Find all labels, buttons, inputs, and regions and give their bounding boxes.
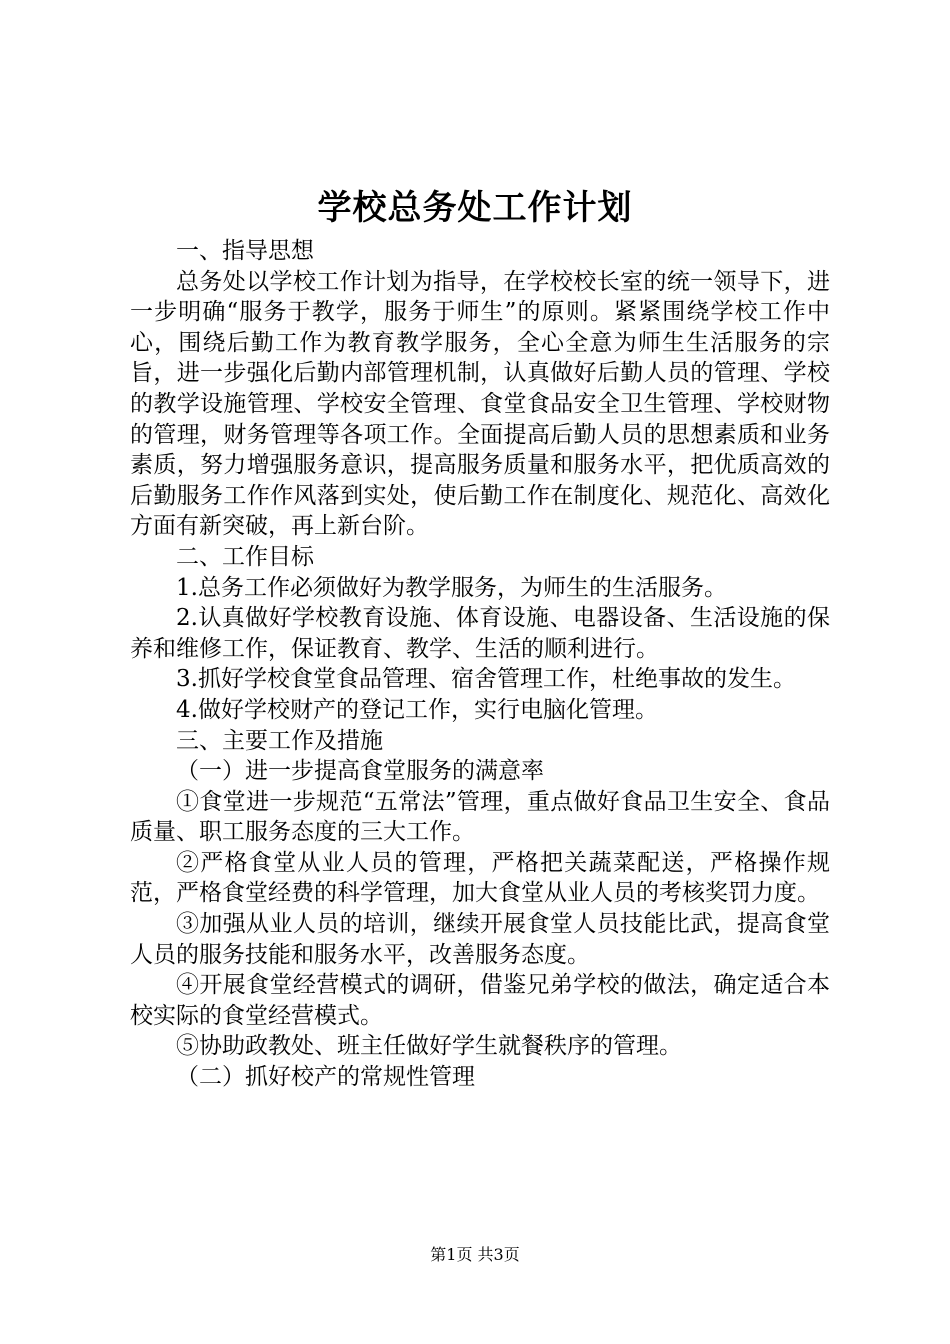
document-body [130, 236, 830, 1093]
section-heading-work-goals: 二、工作目标 [176, 543, 314, 570]
section-heading-guiding-thought: 一、指导思想 [176, 238, 314, 264]
section-heading-main-work: 三、主要工作及措施 [176, 727, 383, 754]
goal-item-1: 1.总务工作必须做好为教学服务，为师生的生活服务。 [176, 574, 727, 601]
subsection-heading-school-property: （二）抓好校产的常规性管理 [176, 1064, 475, 1091]
page-number-footer: 第1页 共3页 [430, 1245, 520, 1264]
subsection-heading-canteen: （一）进一步提高食堂服务的满意率 [176, 758, 544, 785]
canteen-item-2: ②严格食堂从业人员的管理，严格把关蔬菜配送，严格操作规范，严格食堂经费的科学管理，加大食堂从业人员的考核奖罚力度。 [130, 849, 830, 907]
canteen-item-5: ⑤协助政教处、班主任做好学生就餐秩序的管理。 [176, 1033, 682, 1060]
canteen-item-1: ①食堂进一步规范“五常法”管理，重点做好食品卫生安全、食品质量、职工服务态度的三大工作。 [130, 788, 830, 846]
goal-item-3: 3.抓好学校食堂食品管理、宿舍管理工作，杜绝事故的发生。 [176, 666, 796, 693]
goal-item-2: 2.认真做好学校教育设施、体育设施、电器设备、生活设施的保养和维修工作，保证教育、教学、生活的顺利进行。 [130, 605, 830, 662]
canteen-item-3: ③加强从业人员的培训，继续开展食堂人员技能比武，提高食堂人员的服务技能和服务水平，改善服务态度。 [130, 911, 830, 968]
document-title: 学校总务处工作计划 [317, 188, 633, 228]
canteen-item-4: ④开展食堂经营模式的调研，借鉴兄弟学校的做法，确定适合本校实际的食堂经营模式。 [130, 972, 830, 1029]
goal-item-4: 4.做好学校财产的登记工作，实行电脑化管理。 [176, 696, 658, 723]
paragraph-guiding-thought: 总务处以学校工作计划为指导，在学校校长室的统一领导下，进一步明确“服务于教学，服务于师生”的原则。紧紧围绕学校工作中心，围绕后勤工作为教育教学服务，全心全意为师生生活服务的宗旨，进一步强化后勤内部管理机制，认真做好后勤人员的管理、学校的教学设施管理、学校安全管理、食堂食品安全卫生管理、学校财物的管理，财务管理等各项工作。全面提高后勤人员的思想素质和业务素质，努力增强服务意识，提高服务质量和服务水平，把优质高效的后勤服务工作作风落到实处，使后勤工作在制度化、规范化、高效化方面有新突破，再上新台阶。 [130, 268, 830, 540]
